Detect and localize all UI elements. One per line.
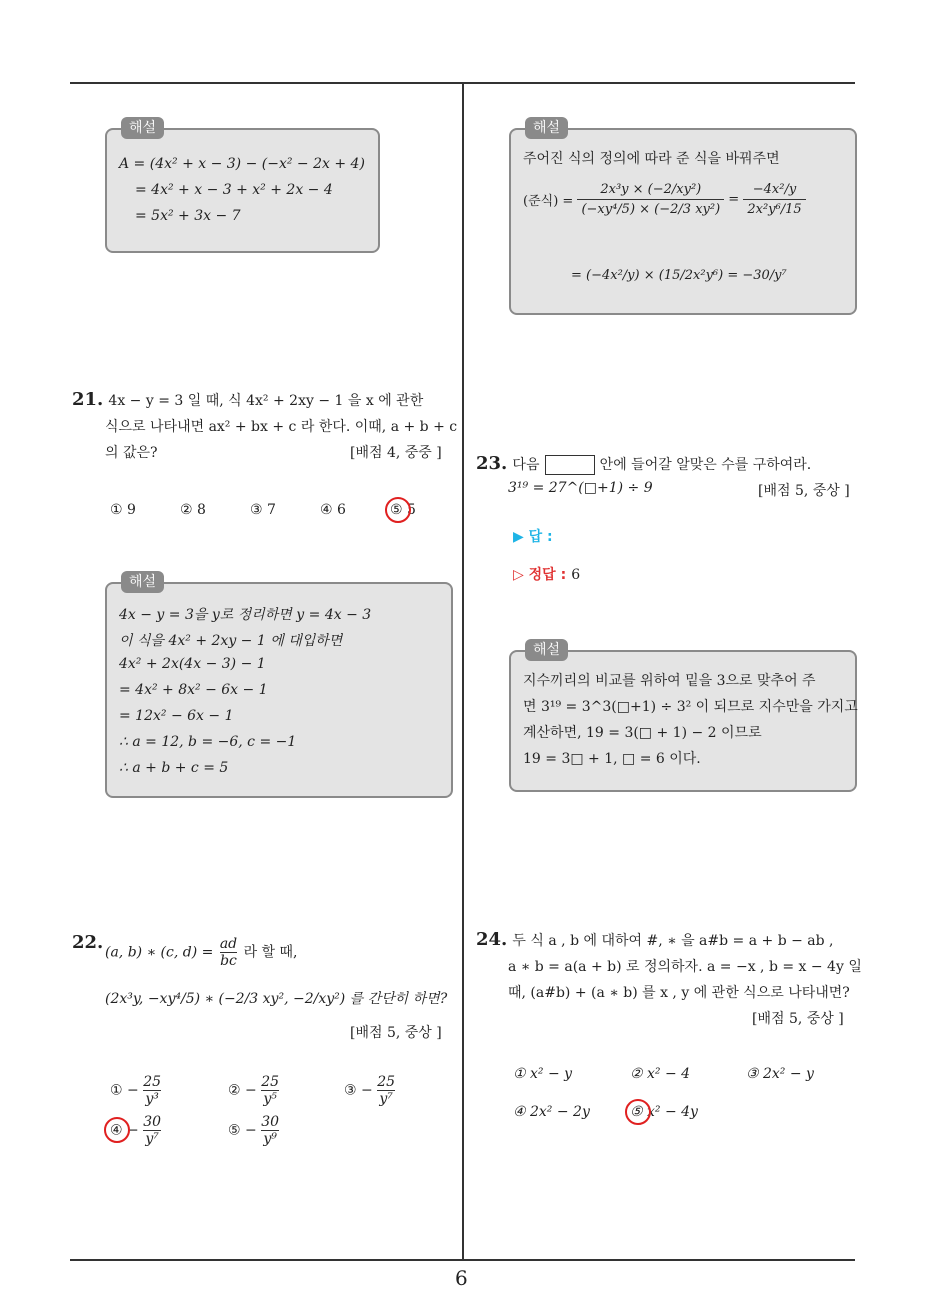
option-label: ② [228, 1082, 241, 1099]
question-23 [476, 452, 811, 478]
solution-line: 면 3¹⁹ = 3^3(□+1) ÷ 3² 이 되므로 지수만을 가지고 [523, 699, 858, 715]
solution-line: = (−4x²/y) × (15/2x²y⁶) = −30/y⁷ [571, 268, 787, 283]
score-label: [배점 5, 중상 ] [350, 1025, 442, 1041]
solution-formula: (준식) = $\frac{\text{2x³y × (−2/xy²)}}{\text{(−xy⁴/5) × (−2/3 xy²)}}$ = $\frac{\text{−4x²/y}}{\text{2x²y⁶/15}}$ [523, 180, 806, 219]
option-3[interactable]: ③ 7 [250, 502, 276, 518]
option-4[interactable]: ④ 2x² − 2y [513, 1104, 590, 1120]
question-text: 3¹⁹ = 27^(□+1) ÷ 9 [508, 480, 653, 496]
frac-num: ad [219, 936, 238, 952]
frac-num: 25 [261, 1074, 280, 1090]
formula-part: (a, b) ∗ (c, d) = [105, 944, 214, 961]
question-text: 안에 들어갈 알맞은 수를 구하여라. [599, 457, 812, 473]
frac-num: 2x³y × (−2/xy²) [577, 180, 724, 200]
solution-line: 4x² + 2x(4x − 3) − 1 [119, 656, 266, 672]
option-label: ① [110, 1082, 123, 1099]
solution-line: = 4x² + x − 3 + x² + 2x − 4 [135, 182, 333, 198]
solution-box-q20 [105, 120, 380, 253]
solution-line: 계산하면, 19 = 3(□ + 1) − 2 이므로 [523, 725, 762, 741]
score-label: [배점 5, 중상 ] [758, 483, 850, 499]
solution-line: ∴ a = 12, b = −6, c = −1 [119, 734, 297, 750]
solution-line: 이 식을 4x² + 2xy − 1 에 대입하면 [119, 633, 343, 649]
solution-tag: 해설 [121, 117, 164, 139]
page-number: 6 [455, 1266, 468, 1290]
option-sign: − [245, 1082, 257, 1099]
question-text: 4x − y = 3 일 때, 식 4x² + 2xy − 1 을 x 에 관한 [108, 393, 424, 409]
solution-line: = 4x² + 8x² − 6x − 1 [119, 682, 268, 698]
option-sign: − [245, 1122, 257, 1139]
frac-den: bc [220, 953, 237, 969]
option-5[interactable]: ⑤ 5 [390, 502, 416, 518]
question-text: 두 식 a , b 에 대하여 #, ∗ 을 a#b = a + b − ab , [512, 933, 834, 949]
frac-den: y⁹ [263, 1131, 277, 1147]
option-label: ③ [344, 1082, 357, 1099]
correct-label: ▷ 정답 : [513, 567, 567, 583]
question-text: (2x³y, −xy⁴/5) ∗ (−2/3 xy², −2/xy²) 를 간단히 하면? [105, 991, 448, 1007]
option-5[interactable] [228, 1114, 279, 1147]
question-text: 다음 [512, 457, 540, 473]
question-21 [72, 388, 457, 414]
formula-part: 라 할 때, [243, 944, 298, 961]
option-1[interactable]: ① x² − y [513, 1066, 573, 1082]
question-24 [476, 928, 834, 954]
question-text [105, 936, 298, 969]
solution-box-q21 [105, 574, 453, 798]
question-number: 21. [72, 389, 104, 410]
option-4[interactable]: ④ 6 [320, 502, 346, 518]
question-number: 22. [72, 932, 104, 953]
option-label: ⑤ [228, 1122, 241, 1139]
solution-line: 19 = 3□ + 1, □ = 6 이다. [523, 751, 701, 767]
frac-den: y³ [145, 1091, 159, 1107]
solution-line: A = (4x² + x − 3) − (−x² − 2x + 4) [119, 156, 365, 172]
bottom-rule [70, 1259, 855, 1261]
question-number: 24. [476, 929, 508, 950]
option-2[interactable] [228, 1074, 279, 1107]
score-label: [배점 5, 중상 ] [752, 1011, 844, 1027]
option-sign: − [127, 1082, 139, 1099]
solution-line: = 5x² + 3x − 7 [135, 208, 241, 224]
frac-den: y⁵ [263, 1091, 277, 1107]
frac-num: −4x²/y [743, 180, 805, 200]
option-2[interactable]: ② x² − 4 [630, 1066, 691, 1082]
blank-box [545, 455, 595, 475]
score-label: [배점 4, 중중 ] [350, 445, 442, 461]
frac-den: 2x²y⁶/15 [747, 202, 802, 217]
frac-den: (−xy⁴/5) × (−2/3 xy²) [581, 202, 721, 217]
question-number: 23. [476, 453, 508, 474]
question-22 [72, 932, 103, 953]
frac-num: 25 [143, 1074, 162, 1090]
formula-lhs: (준식) = [523, 194, 574, 209]
solution-tag: 해설 [525, 639, 568, 661]
question-text: 때, (a#b) + (a ∗ b) 를 x , y 에 관한 식으로 나타내면? [508, 985, 850, 1001]
answer-mark [625, 1099, 651, 1125]
answer-mark [104, 1117, 130, 1143]
question-text: 의 값은? [105, 445, 158, 461]
answer-label: ▶ 답 : [513, 529, 553, 545]
answer-mark [385, 497, 411, 523]
solution-line: 주어진 식의 정의에 따라 준 식을 바꿔주면 [523, 151, 780, 167]
option-sign: − [361, 1082, 373, 1099]
frac-num: 30 [143, 1114, 162, 1130]
solution-line: = 12x² − 6x − 1 [119, 708, 234, 724]
solution-line: 지수끼리의 비교를 위하여 밑을 3으로 맞추어 주 [523, 673, 816, 689]
solution-tag: 해설 [121, 571, 164, 593]
solution-line: ∴ a + b + c = 5 [119, 760, 229, 776]
frac-num: 30 [261, 1114, 280, 1130]
option-1[interactable]: ① 9 [110, 502, 136, 518]
question-text: a ∗ b = a(a + b) 로 정의하자. a = −x , b = x − 4y 일 [508, 959, 862, 975]
solution-tag: 해설 [525, 117, 568, 139]
correct-answer [513, 562, 580, 588]
column-divider [462, 82, 464, 1260]
option-3[interactable]: ③ 2x² − y [746, 1066, 814, 1082]
frac-den: y⁷ [145, 1131, 159, 1147]
solution-box-q23 [509, 642, 858, 792]
option-2[interactable]: ② 8 [180, 502, 206, 518]
option-3[interactable] [344, 1074, 395, 1107]
option-sign: − [127, 1122, 139, 1139]
frac-num: 25 [377, 1074, 396, 1090]
correct-value: 6 [571, 567, 581, 583]
solution-box-q22 [509, 120, 857, 315]
question-text: 식으로 나타내면 ax² + bx + c 라 한다. 이때, a + b + c [105, 419, 458, 435]
frac-den: y⁷ [379, 1091, 393, 1107]
solution-line: 4x − y = 3을 y로 정리하면 y = 4x − 3 [119, 607, 372, 623]
option-1[interactable] [110, 1074, 161, 1107]
option-5[interactable]: ⑤ x² − 4y [630, 1104, 698, 1120]
option-label: ④ [110, 1122, 123, 1139]
